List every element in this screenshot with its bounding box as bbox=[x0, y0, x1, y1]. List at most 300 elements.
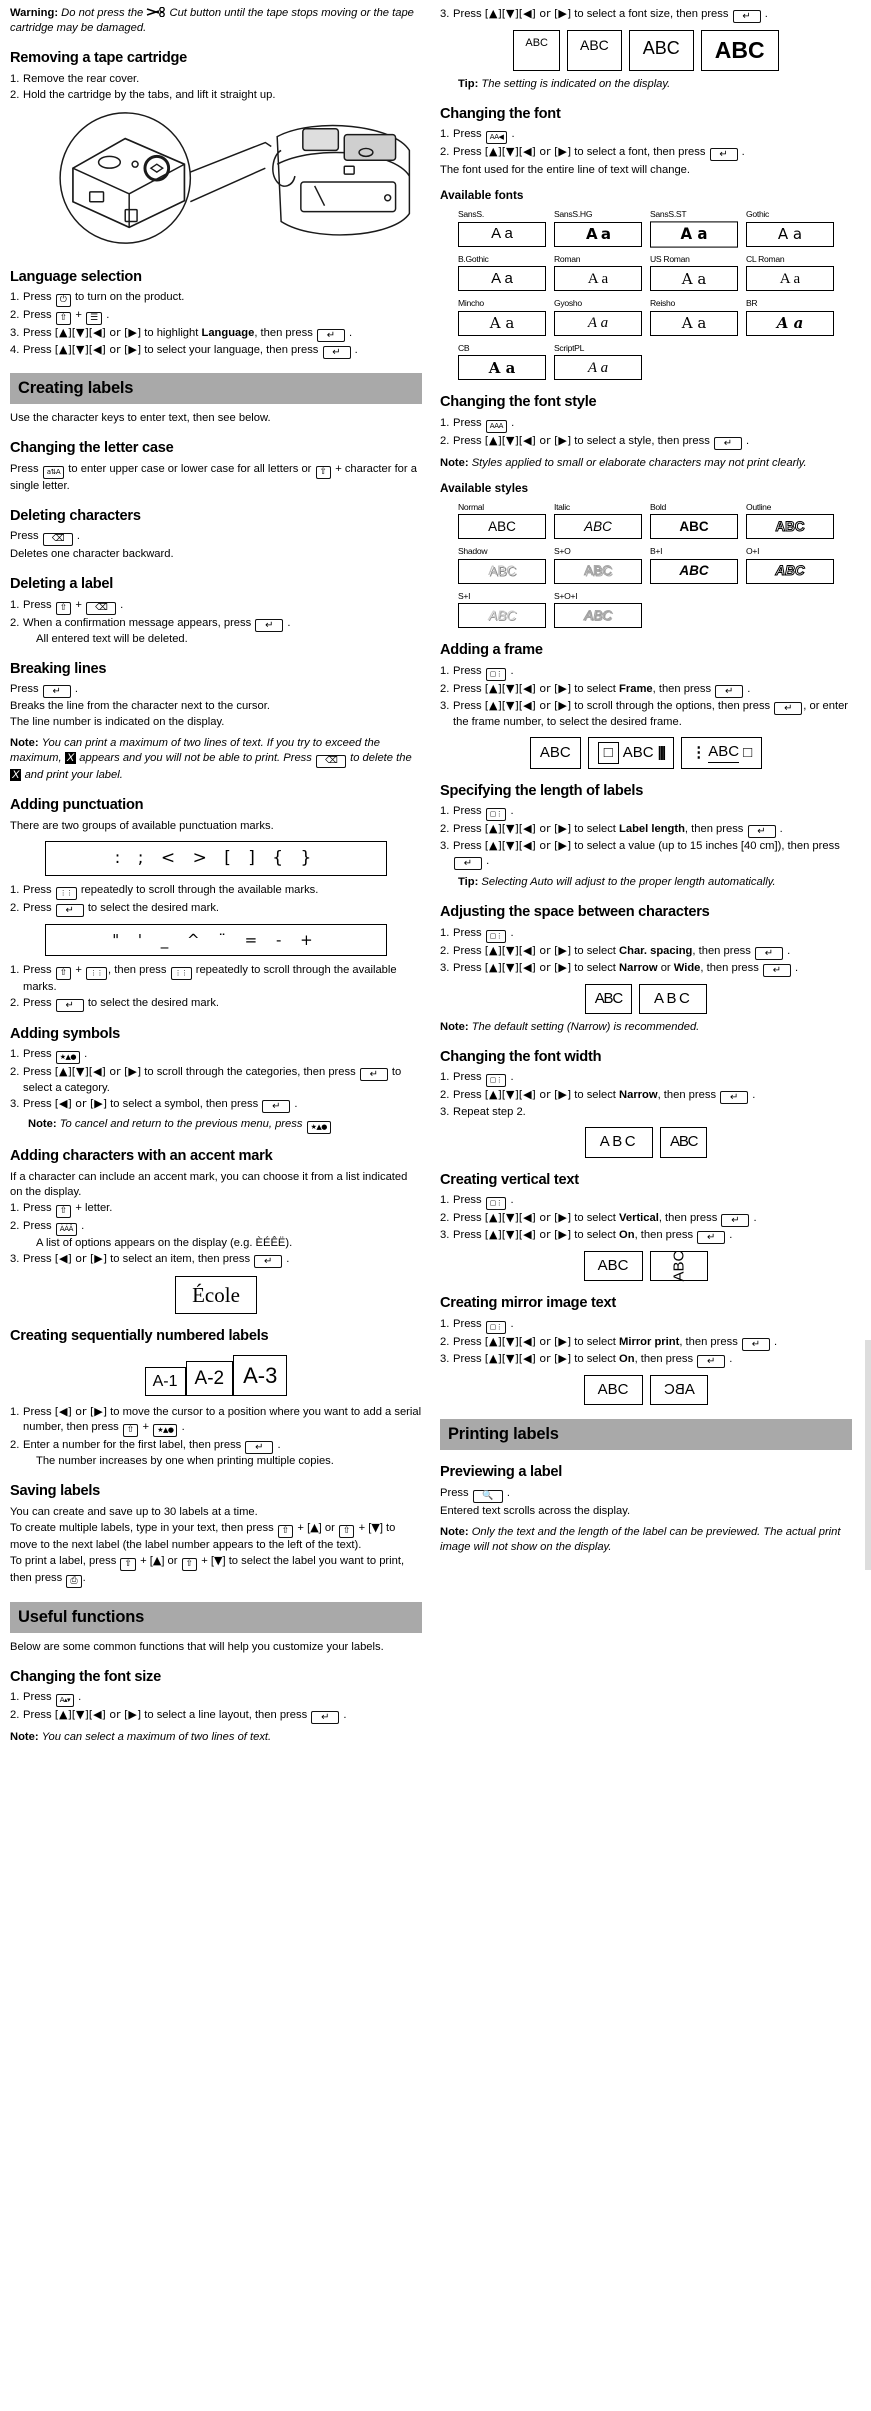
text: to scroll through the options, then press bbox=[574, 699, 771, 712]
enter-key-icon: ↵ bbox=[697, 1231, 725, 1244]
font-label: CB bbox=[458, 342, 470, 353]
serial-sample: A-2 bbox=[186, 1361, 234, 1396]
shift-key-icon: ⇧ bbox=[123, 1424, 139, 1437]
enter-key-icon: ↵ bbox=[254, 1255, 282, 1268]
symbol-key-icon: ★▲● bbox=[307, 1121, 331, 1134]
text: Press bbox=[23, 901, 52, 914]
heading-available-fonts: Available fonts bbox=[440, 188, 524, 203]
punctuation-key-icon: ⋮⋮ bbox=[171, 967, 192, 980]
punctuation-key-icon: ⋮⋮ bbox=[86, 967, 107, 980]
font-sample-cell bbox=[746, 209, 834, 247]
step-text: Press bbox=[23, 309, 52, 322]
font-label: Mincho bbox=[458, 298, 484, 309]
font-width-steps bbox=[440, 1070, 852, 1120]
breaking-lines-desc2: The line number is indicated on the display. bbox=[10, 716, 225, 729]
list-item bbox=[10, 1201, 422, 1218]
char-spacing-note bbox=[440, 1020, 852, 1035]
text: Press bbox=[23, 1219, 52, 1232]
style-sample: ABC bbox=[746, 559, 834, 584]
text: Press bbox=[453, 1229, 482, 1242]
style-label: Shadow bbox=[458, 546, 488, 557]
font-size-key-icon: A▴▾ bbox=[56, 1694, 74, 1707]
text: Press bbox=[23, 1201, 52, 1214]
note-text: Styles applied to small or elaborate characters may not print clearly. bbox=[471, 456, 807, 469]
changing-font-steps bbox=[440, 127, 852, 161]
text: to select the label you want to print, then press bbox=[10, 1554, 405, 1584]
text: to select a style, then press bbox=[574, 434, 710, 447]
enter-key-icon: ↵ bbox=[774, 702, 802, 715]
char-spacing-samples bbox=[440, 984, 852, 1014]
serial-labels-steps bbox=[10, 1405, 422, 1469]
text: Press bbox=[10, 683, 39, 696]
char-spacing-sample-wide: ABC bbox=[639, 984, 707, 1014]
font-sample: A a bbox=[746, 311, 834, 336]
text: . bbox=[82, 1571, 86, 1584]
tip-label: Tip: bbox=[458, 876, 479, 889]
section-useful-functions: Useful functions bbox=[10, 1602, 422, 1633]
frame-key-icon: ▢⋮ bbox=[486, 1074, 507, 1087]
note-text: and print your label. bbox=[24, 769, 123, 782]
menu-item-language: Language bbox=[201, 327, 255, 340]
power-icon: ⏻ bbox=[56, 294, 71, 307]
style-label: S+I bbox=[458, 590, 471, 601]
font-label: Gyosho bbox=[554, 298, 582, 309]
shift-key-icon: ⇧ bbox=[339, 1525, 355, 1538]
backspace-key-icon: ⌫ bbox=[43, 533, 73, 546]
left-column bbox=[10, 6, 422, 2411]
punctuation-group-2: " ' _ ^ ¨ = - + bbox=[45, 924, 387, 956]
warning-text-before: Do not press the bbox=[61, 7, 144, 19]
text: Press bbox=[23, 1406, 52, 1419]
enter-key-icon: ↵ bbox=[755, 947, 783, 960]
list-item: Press ⇧ + ⌫ . bbox=[23, 598, 124, 613]
mirrored-text: ABC bbox=[663, 1380, 695, 1398]
list-item: Press [▲][▼][◀] or [▶] to select Narrow or Wide, then press ↵ . bbox=[453, 960, 799, 976]
list-item bbox=[10, 290, 422, 307]
font-sample: A a bbox=[554, 222, 642, 247]
adding-symbols-steps bbox=[10, 1047, 422, 1113]
text: to select the desired mark. bbox=[87, 996, 220, 1009]
list-item bbox=[440, 699, 852, 730]
font-sample-cell bbox=[458, 298, 546, 336]
text: to select a font size, then press bbox=[574, 8, 729, 20]
frame-sample-boxed bbox=[588, 737, 675, 769]
text: to select a category. bbox=[23, 1066, 402, 1095]
text: Press bbox=[23, 598, 52, 611]
list-item: Press [◀] or [▶] to select an item, then press ↵ . bbox=[23, 1251, 290, 1267]
text: to select a value (up to 15 inches [40 cm]), then press bbox=[574, 840, 840, 853]
style-sample-cell bbox=[746, 546, 834, 584]
text: Press bbox=[10, 530, 39, 543]
font-sample-cell bbox=[458, 343, 546, 381]
punctuation-intro: There are two groups of available punctuation marks. bbox=[10, 819, 274, 832]
heading-available-styles: Available styles bbox=[440, 480, 529, 495]
adding-frame-steps bbox=[440, 664, 852, 730]
list-item: Press [▲][▼][◀] or [▶] to select On, then press ↵ . bbox=[453, 1351, 733, 1367]
overflow-glyph: X bbox=[66, 752, 75, 765]
menu-item-narrow: Narrow bbox=[619, 961, 658, 974]
style-label: S+O bbox=[554, 546, 571, 557]
enter-key-icon: ↵ bbox=[710, 148, 738, 161]
style-sample: ABC bbox=[650, 514, 738, 539]
step-text: to highlight bbox=[144, 327, 199, 340]
text: Press bbox=[440, 1486, 469, 1499]
font-sample: A a bbox=[458, 266, 546, 291]
text: Press bbox=[453, 146, 482, 159]
warning-text-after: Cut button until the tape stops moving or the tape cartridge may be damaged. bbox=[10, 7, 414, 34]
serial-sample: A-3 bbox=[233, 1355, 287, 1396]
heading-vertical-text: Creating vertical text bbox=[440, 1171, 579, 1188]
font-sample: A a bbox=[458, 355, 546, 380]
frame-samples bbox=[440, 737, 852, 769]
deleting-characters-desc: Deletes one character backward. bbox=[10, 548, 174, 561]
font-label: BR bbox=[746, 298, 758, 309]
font-width-samples bbox=[440, 1127, 852, 1157]
frame-text: ABC bbox=[708, 742, 739, 763]
list-item: Press AAA . bbox=[440, 416, 852, 433]
language-selection-steps bbox=[10, 290, 422, 359]
list-item: Press ▢⋮ . bbox=[440, 804, 852, 821]
heading-changing-font: Changing the font bbox=[440, 105, 561, 122]
list-item: Press AA◀ . bbox=[440, 127, 852, 144]
list-item: Press ▢⋮ . bbox=[440, 1193, 852, 1210]
font-size-steps bbox=[10, 1690, 422, 1724]
style-sample: ABC bbox=[458, 559, 546, 584]
arrow-keys-icon: [▲][▼][◀] or [▶] bbox=[484, 681, 572, 695]
rotated-text: ABC bbox=[669, 1250, 687, 1282]
note-text: You can select a maximum of two lines of text. bbox=[41, 1731, 272, 1744]
font-size-sample: ABC bbox=[567, 30, 622, 71]
list-item: Press [▲][▼][◀] or [▶] to select Vertical, then press ↵ . bbox=[453, 1211, 757, 1227]
punctuation-group-1: : ; < > [ ] { } bbox=[45, 841, 387, 876]
text: to select an item, then press bbox=[110, 1252, 251, 1265]
frame-key-icon: ▢⋮ bbox=[486, 808, 507, 821]
menu-item-on: On bbox=[619, 1229, 635, 1242]
list-item bbox=[10, 963, 422, 995]
arrow-keys-icon: [◀] or [▶] bbox=[54, 1097, 108, 1111]
text: Press bbox=[453, 416, 482, 429]
font-label: ScriptPL bbox=[554, 342, 585, 353]
font-width-sample-1: ABC bbox=[585, 1127, 653, 1157]
style-sample-cell bbox=[554, 546, 642, 584]
frame-bars-icon: ||| bbox=[657, 743, 665, 761]
inner-frame: □ bbox=[598, 742, 619, 764]
text: To print a label, press bbox=[10, 1554, 117, 1567]
creating-labels-intro: Use the character keys to enter text, then see below. bbox=[10, 412, 271, 425]
list-item: Enter a number for the first label, then press ↵ . The number increases by one when printing multiple copies. bbox=[10, 1438, 422, 1469]
enter-key-icon: ↵ bbox=[311, 1711, 339, 1724]
font-sample-cell bbox=[746, 298, 834, 336]
style-label: B+I bbox=[650, 546, 663, 557]
up-arrow-icon: ▲ bbox=[152, 1553, 162, 1567]
warning-block bbox=[10, 6, 422, 36]
font-sample-cell bbox=[650, 298, 738, 336]
enter-key-icon: ↵ bbox=[245, 1441, 273, 1454]
note-label: Note: bbox=[440, 1020, 469, 1033]
style-label: Italic bbox=[554, 501, 570, 512]
text: Press bbox=[453, 926, 482, 939]
enter-key-icon: ↵ bbox=[56, 999, 84, 1012]
frame-corner-icon: □ bbox=[743, 743, 753, 761]
font-size-sample: ABC bbox=[629, 30, 694, 71]
font-size-sample: ABC bbox=[701, 30, 779, 71]
heading-removing-cartridge: Removing a tape cartridge bbox=[10, 50, 188, 66]
enter-key-icon: ↵ bbox=[317, 329, 345, 342]
text: Press bbox=[453, 961, 482, 974]
text: Press bbox=[453, 1317, 482, 1330]
text: , then press bbox=[634, 1352, 694, 1365]
text: , then press bbox=[684, 823, 744, 836]
font-sample-cell bbox=[554, 254, 642, 292]
font-sample-cell bbox=[458, 209, 546, 247]
text: to select bbox=[574, 1089, 616, 1102]
list-item bbox=[10, 996, 422, 1012]
step-sub-text: The number increases by one when printing multiple copies. bbox=[36, 1455, 334, 1468]
enter-key-icon: ↵ bbox=[715, 685, 743, 698]
list-item: Press [▲][▼][◀] or [▶] to select On, then press ↵ . bbox=[453, 1228, 733, 1244]
arrow-keys-icon: [▲][▼][◀] or [▶] bbox=[54, 343, 142, 357]
backspace-key-icon: ⌫ bbox=[86, 602, 116, 615]
shift-key-icon: ⇧ bbox=[316, 466, 332, 479]
removing-cartridge-steps bbox=[10, 72, 422, 103]
font-sample: A a bbox=[458, 222, 546, 247]
enter-key-icon: ↵ bbox=[733, 10, 761, 23]
list-item bbox=[10, 901, 422, 917]
enter-key-icon: ↵ bbox=[323, 346, 351, 359]
font-sample: A a bbox=[554, 355, 642, 380]
mirror-text-steps bbox=[440, 1317, 852, 1368]
accent-mark-intro: If a character can include an accent mark, you can choose it from a list indicated on the display. bbox=[10, 1170, 408, 1198]
text: Press bbox=[23, 1252, 52, 1265]
heading-font-width: Changing the font width bbox=[440, 1048, 602, 1065]
text: Press bbox=[453, 1212, 482, 1225]
list-item: Press [▲][▼][◀] or [▶] to select Label length, then press ↵ . bbox=[453, 822, 783, 838]
list-item: Press [▲][▼][◀] or [▶] to select a font, then press ↵ . bbox=[453, 145, 745, 161]
list-item: Repeat step 2. bbox=[453, 1106, 526, 1119]
list-item: Press A▴▾ . bbox=[10, 1690, 422, 1707]
note-label: Note: bbox=[440, 456, 469, 469]
menu-item-char-spacing: Char. spacing bbox=[619, 944, 693, 957]
arrow-keys-icon: [▲][▼][◀] or [▶] bbox=[484, 1334, 572, 1348]
list-item: Press [▲][▼][◀] or [▶] to select a style, then press ↵ . bbox=[453, 433, 750, 449]
heading-font-size: Changing the font size bbox=[10, 1668, 161, 1685]
enter-key-icon: ↵ bbox=[262, 1100, 290, 1113]
arrow-keys-icon: [◀] or [▶] bbox=[54, 1405, 108, 1419]
deleting-label-steps bbox=[10, 598, 422, 647]
text: Press bbox=[453, 434, 482, 447]
vertical-sample-rotated bbox=[650, 1251, 709, 1281]
font-style-note bbox=[440, 456, 852, 471]
heading-deleting-characters: Deleting characters bbox=[10, 507, 141, 524]
text: repeatedly to scroll through the available marks. bbox=[23, 963, 397, 993]
style-sample: ABC bbox=[650, 559, 738, 584]
heading-char-spacing: Adjusting the space between characters bbox=[440, 904, 710, 921]
heading-adding-symbols: Adding symbols bbox=[10, 1025, 121, 1042]
text: Press bbox=[453, 128, 482, 141]
caps-key-icon: a⇅A bbox=[43, 466, 64, 479]
frame-key-icon: ▢⋮ bbox=[486, 930, 507, 943]
style-sample-cell bbox=[458, 591, 546, 629]
step-text: to select your language, then press bbox=[144, 344, 319, 357]
text: , then press bbox=[108, 963, 167, 976]
heading-language-selection: Language selection bbox=[10, 268, 142, 285]
text: Press bbox=[453, 944, 482, 957]
style-label: Outline bbox=[746, 501, 772, 512]
text: to scroll through the categories, then press bbox=[144, 1066, 356, 1079]
note-label: Note: bbox=[10, 737, 39, 750]
text: , then press bbox=[692, 944, 751, 957]
text: Press bbox=[453, 664, 482, 677]
overflow-glyph: X bbox=[12, 769, 20, 782]
enter-key-icon: ↵ bbox=[454, 857, 482, 870]
text: to select a line layout, then press bbox=[144, 1709, 308, 1722]
frame-edge-icon: ⋮ bbox=[691, 743, 705, 761]
punctuation-steps-1 bbox=[10, 883, 422, 917]
print-key-icon: ⎙ bbox=[66, 1575, 81, 1588]
list-item: Press [▲][▼][◀] or [▶] to select Char. spacing, then press ↵ . bbox=[453, 943, 791, 959]
text: , then press bbox=[658, 1212, 718, 1225]
heading-adding-punctuation: Adding punctuation bbox=[10, 797, 144, 814]
menu-item-label-length: Label length bbox=[619, 823, 685, 836]
style-label: Normal bbox=[458, 501, 484, 512]
text: to select bbox=[574, 1352, 616, 1365]
text: to move the cursor to a position where you want to add a serial number, then press bbox=[23, 1406, 422, 1434]
mirror-sample-mirrored bbox=[650, 1375, 709, 1405]
shift-key-icon: ⇧ bbox=[120, 1558, 136, 1571]
note-text: Only the text and the length of the label can be previewed. The actual print image will not show on the display. bbox=[440, 1525, 841, 1553]
font-sample: A a bbox=[650, 266, 738, 291]
arrow-keys-icon: [▲][▼][◀] or [▶] bbox=[484, 1211, 572, 1225]
heading-previewing: Previewing a label bbox=[440, 1463, 563, 1480]
saving-labels-p3: To print a label, press ⇧ + [▲] or ⇧ + [▼] to select the label you want to print, then press ⎙ . bbox=[10, 1553, 405, 1586]
enter-key-icon: ↵ bbox=[742, 1338, 770, 1351]
up-arrow-icon: ▲ bbox=[310, 1520, 319, 1534]
text: Press bbox=[23, 996, 52, 1009]
font-width-sample-2: ABC bbox=[660, 1127, 707, 1157]
list-item: Press ▢⋮ . bbox=[440, 1070, 852, 1087]
style-sample: ABC bbox=[554, 559, 642, 584]
accent-example-wrap bbox=[10, 1276, 422, 1314]
arrow-keys-icon: [▲][▼][◀] or [▶] bbox=[484, 7, 572, 20]
enter-key-icon: ↵ bbox=[763, 964, 791, 977]
font-label: B.Gothic bbox=[458, 253, 489, 264]
arrow-keys-icon: [▲][▼][◀] or [▶] bbox=[54, 1065, 142, 1079]
backspace-key-icon: ⌫ bbox=[316, 755, 346, 768]
font-sample-cell bbox=[554, 298, 642, 336]
vertical-sample-horizontal: ABC bbox=[584, 1251, 643, 1281]
style-sample-cell bbox=[554, 591, 642, 629]
font-label: Gothic bbox=[746, 209, 770, 220]
tip-label: Tip: bbox=[458, 77, 479, 90]
text: Press bbox=[23, 1691, 52, 1704]
deleting-characters-press: Press ⌫ . bbox=[10, 530, 80, 545]
enter-key-icon: ↵ bbox=[255, 619, 283, 632]
punctuation-key-icon: ⋮⋮ bbox=[56, 887, 77, 900]
text: Press bbox=[23, 883, 52, 896]
tip-text: Selecting Auto will adjust to the proper length automatically. bbox=[481, 876, 776, 889]
char-spacing-steps bbox=[440, 926, 852, 977]
arrow-keys-icon: [▲][▼][◀] or [▶] bbox=[484, 433, 572, 447]
frame-key-icon: ▢⋮ bbox=[486, 668, 507, 681]
font-size-samples bbox=[440, 30, 852, 71]
style-sample-cell bbox=[650, 502, 738, 540]
frame-sample-tag bbox=[681, 737, 762, 769]
text: Press bbox=[23, 1066, 52, 1079]
label-length-steps bbox=[440, 804, 852, 870]
font-sample-cell bbox=[554, 209, 642, 247]
list-item: Press [▲][▼][◀] or [▶] to select Frame, then press ↵ . bbox=[453, 681, 751, 697]
font-style-key-icon: AAA bbox=[486, 420, 507, 433]
label-length-tip bbox=[440, 875, 852, 890]
text: Press bbox=[453, 699, 482, 712]
shift-key-icon: ⇧ bbox=[278, 1525, 294, 1538]
arrow-keys-icon: [▲][▼][◀] or [▶] bbox=[484, 145, 572, 159]
font-sample-cell bbox=[554, 343, 642, 381]
font-sample-cell bbox=[650, 209, 738, 247]
text: , or enter the frame number, to select the desired frame. bbox=[453, 699, 849, 728]
note-label: Note: bbox=[28, 1118, 57, 1131]
accent-example-label: École bbox=[175, 1276, 257, 1314]
font-label: SansS.ST bbox=[650, 209, 687, 220]
shift-key-icon: ⇧ bbox=[56, 967, 72, 980]
heading-letter-case: Changing the letter case bbox=[10, 440, 174, 457]
note-text: The default setting (Narrow) is recommended. bbox=[471, 1020, 700, 1033]
serial-label-samples bbox=[10, 1355, 422, 1396]
list-item: When a confirmation message appears, press ↵ . All entered text will be deleted. bbox=[10, 616, 422, 647]
enter-key-icon: ↵ bbox=[714, 437, 742, 450]
available-fonts-grid bbox=[440, 209, 852, 380]
text: Press bbox=[23, 1048, 52, 1061]
tip-text: The setting is indicated on the display. bbox=[481, 77, 671, 90]
section-creating-labels: Creating labels bbox=[10, 373, 422, 404]
style-sample: ABC bbox=[746, 514, 834, 539]
note-text: To cancel and return to the previous menu, press bbox=[59, 1118, 303, 1131]
menu-item-vertical: Vertical bbox=[619, 1212, 659, 1225]
font-sample: A a bbox=[554, 311, 642, 336]
font-label: CL Roman bbox=[746, 253, 785, 264]
text: , then press bbox=[657, 1089, 717, 1102]
heading-font-style: Changing the font style bbox=[440, 394, 597, 411]
text: to move to the next label (the label number appears to the left of the text). bbox=[10, 1521, 396, 1551]
arrow-keys-icon: [▲][▼][◀] or [▶] bbox=[484, 839, 572, 853]
breaking-lines-desc1: Breaks the line from the character next to the cursor. bbox=[10, 700, 270, 713]
punctuation-steps-2 bbox=[10, 963, 422, 1012]
enter-key-icon: ↵ bbox=[43, 685, 71, 698]
text: , then press bbox=[652, 682, 712, 695]
arrow-keys-icon: [▲][▼][◀] or [▶] bbox=[54, 1708, 142, 1722]
style-sample: ABC bbox=[554, 514, 642, 539]
available-styles-grid bbox=[440, 502, 852, 629]
font-size-tip bbox=[440, 77, 852, 92]
step-text: to turn on the product. bbox=[74, 291, 185, 304]
text: Press bbox=[453, 682, 482, 695]
list-item bbox=[10, 883, 422, 900]
heading-mirror-text: Creating mirror image text bbox=[440, 1295, 616, 1312]
text: + letter. bbox=[75, 1201, 113, 1214]
heading-serial-labels: Creating sequentially numbered labels bbox=[10, 1328, 269, 1345]
char-spacing-sample-narrow: ABC bbox=[585, 984, 632, 1014]
shift-key-icon: ⇧ bbox=[182, 1558, 198, 1571]
note-text: to delete the bbox=[350, 752, 412, 765]
text: Press bbox=[453, 840, 482, 853]
frame-key-icon: ▢⋮ bbox=[486, 1197, 507, 1210]
style-sample-cell bbox=[458, 546, 546, 584]
menu-item-mirror-print: Mirror print bbox=[619, 1335, 680, 1348]
font-label: Roman bbox=[554, 253, 581, 264]
enter-key-icon: ↵ bbox=[721, 1214, 749, 1227]
accent-mark-steps bbox=[10, 1201, 422, 1268]
text: to select bbox=[574, 823, 616, 836]
